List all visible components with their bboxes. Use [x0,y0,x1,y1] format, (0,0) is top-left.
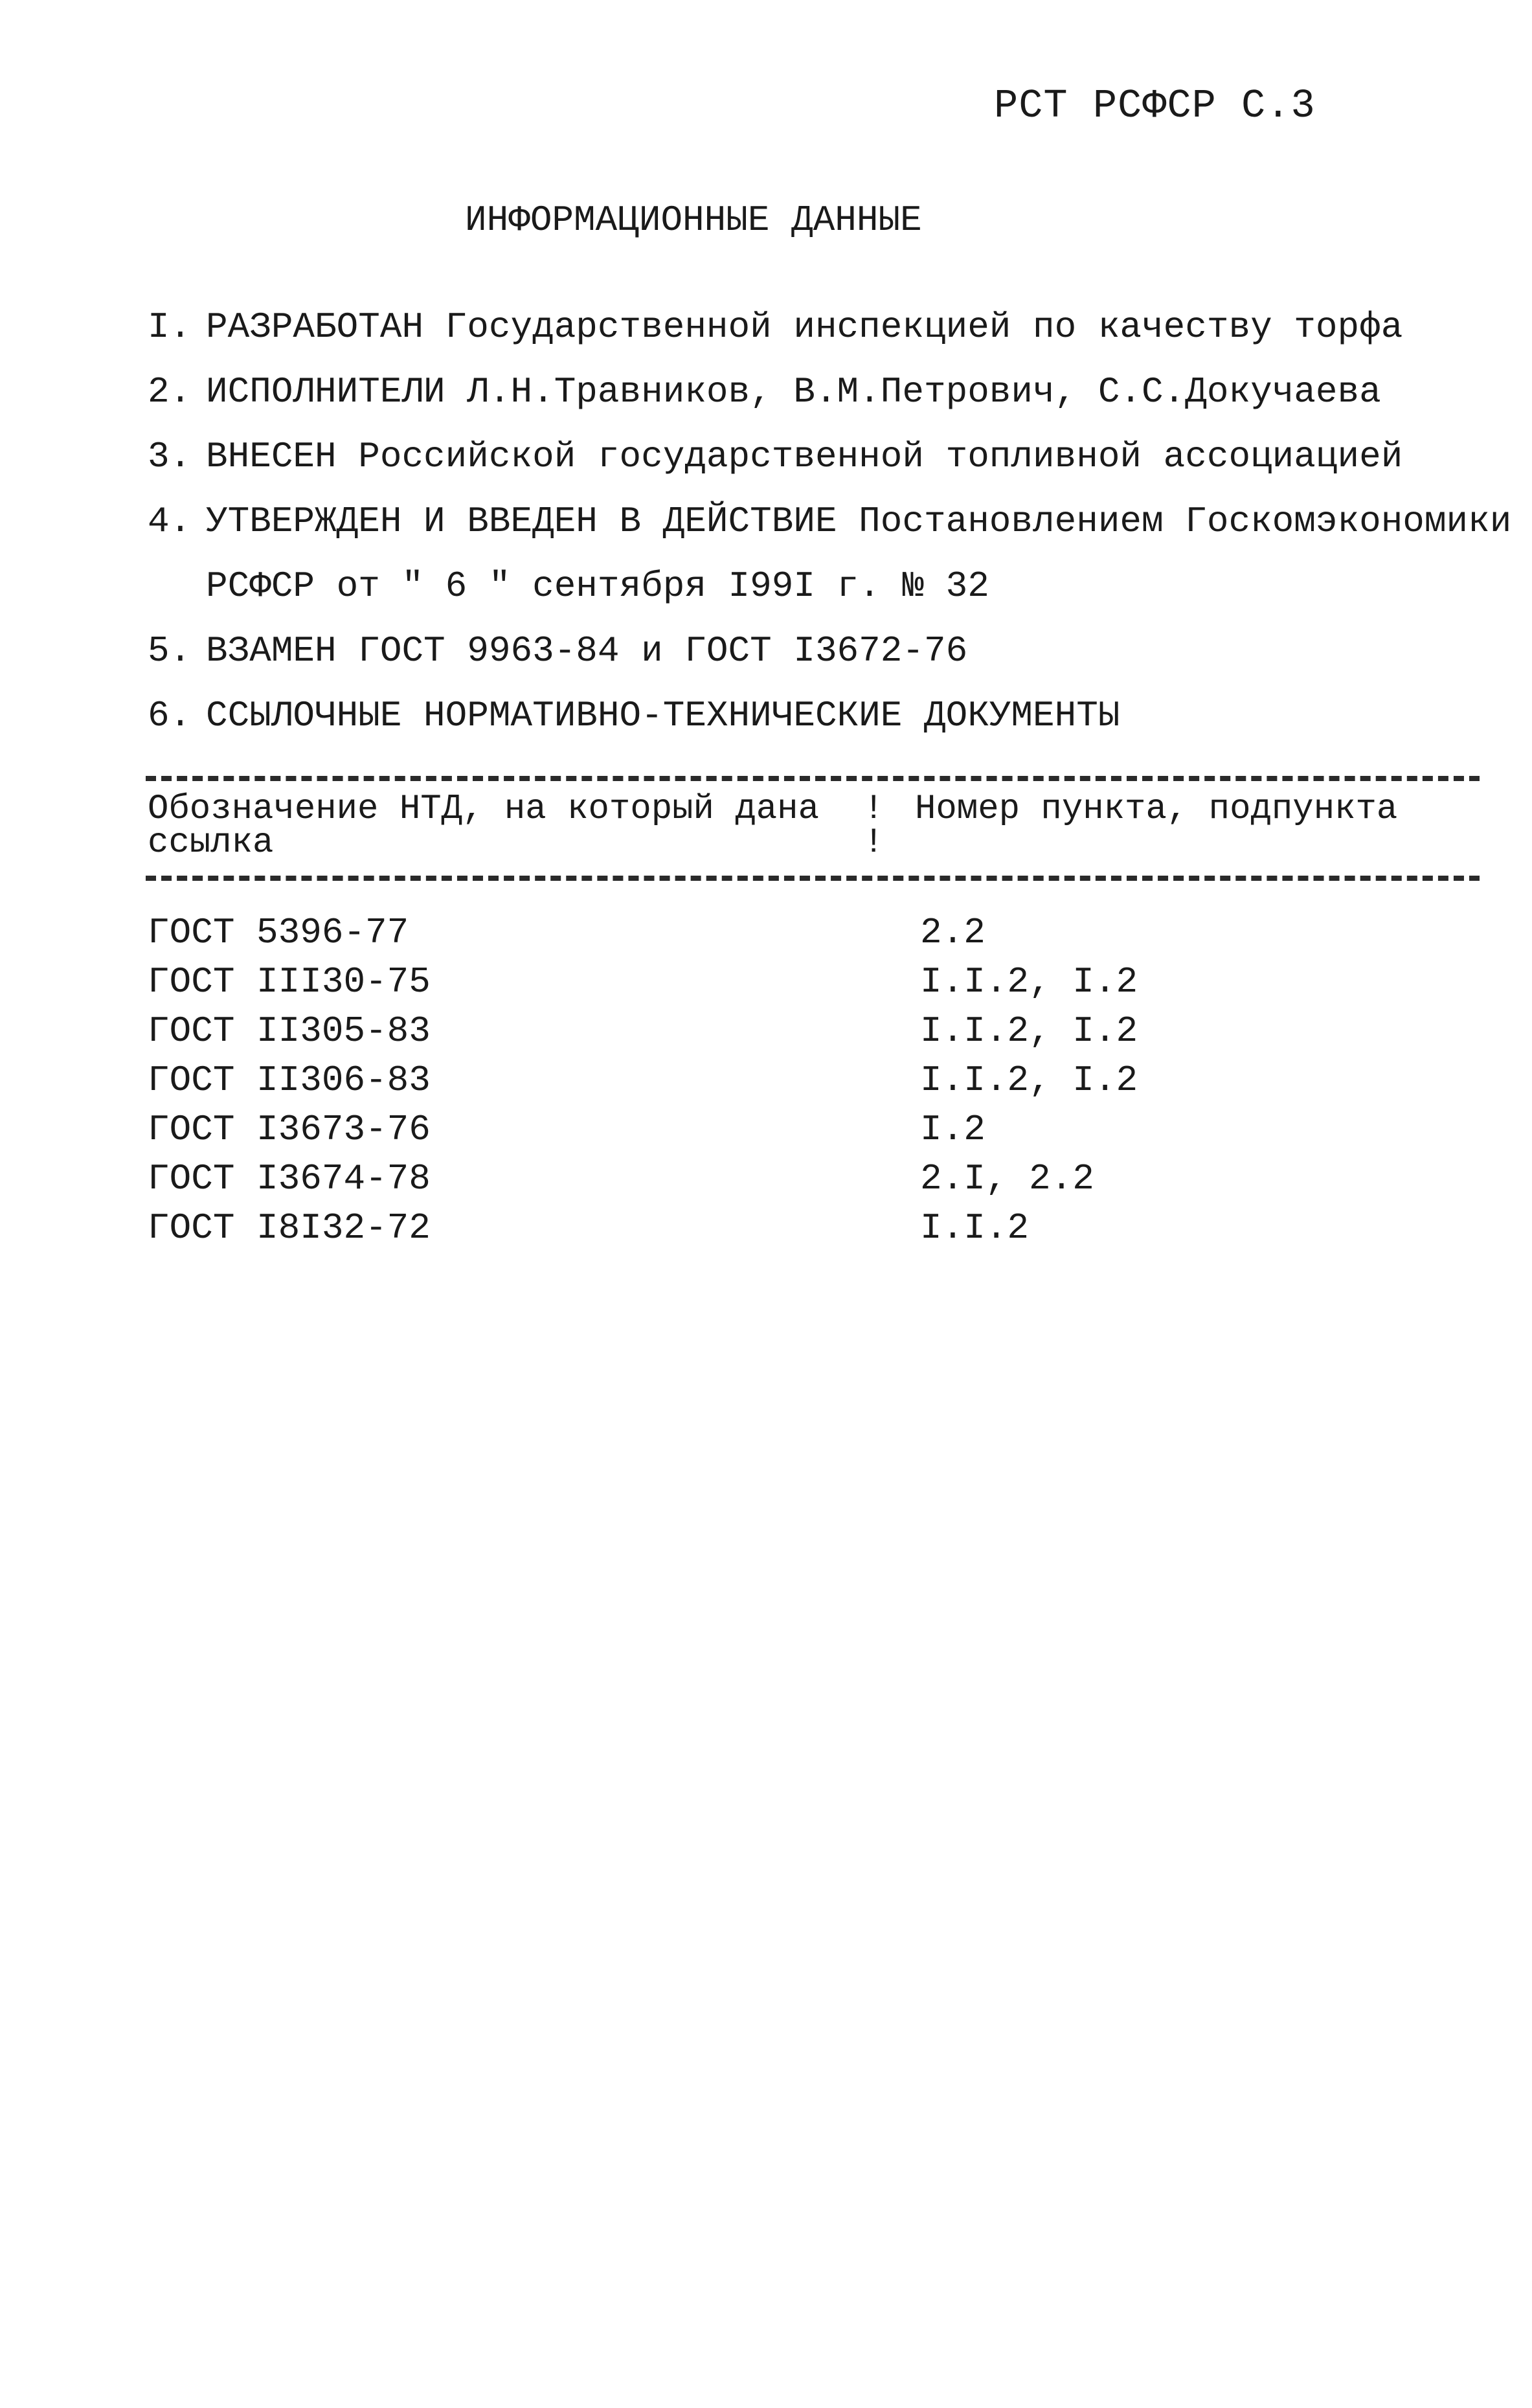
table-row [146,1154,1480,1203]
item-continuation: РСФСР от " 6 " сентября I99I г. № 32 [206,565,989,607]
document-cell: ГОСТ I3673-76 [148,1109,431,1150]
item-number: 5. [148,630,192,672]
item-text: ИСПОЛНИТЕЛИ Л.Н.Травников, В.М.Петрович, С.С.Докучаева [206,371,1381,413]
clause-cell: I.I.2 [920,1207,1030,1249]
clause-cell: I.I.2, I.2 [920,1010,1138,1052]
clause-cell: I.I.2, I.2 [920,1060,1138,1101]
standard-page-code: РСТ РСФСР С.3 [994,83,1316,129]
table-row [146,1105,1480,1154]
info-list [148,295,1512,748]
table-row [146,1056,1480,1105]
column-header-document: Обозначение НТД, на который дана ссылка [148,789,819,863]
item-number: 2. [148,371,192,413]
clause-cell: I.2 [920,1109,986,1150]
info-item-5 [148,619,1507,683]
info-item-1 [148,295,1507,359]
item-number: I. [148,306,192,348]
column-separator: ! ! [863,789,884,863]
clause-cell: 2.2 [920,912,986,953]
item-text: РАЗРАБОТАН Государственной инспекцией по качеству торфа [206,306,1403,348]
table-header-rule [146,876,1480,881]
clause-cell: I.I.2, I.2 [920,961,1138,1003]
page-title: ИНФОРМАЦИОННЫЕ ДАННЫЕ [465,199,922,241]
document-cell: ГОСТ I8I32-72 [148,1207,431,1249]
table-body [146,908,1480,1253]
document-cell: ГОСТ II305-83 [148,1010,431,1052]
info-item-4 [148,489,1512,619]
item-text: ВНЕСЕН Российской государственной топливной ассоциацией [206,436,1403,477]
item-number: 3. [148,436,192,477]
table-row [146,1006,1480,1056]
table-row [146,957,1480,1006]
info-item-6 [148,683,1507,748]
document-cell: ГОСТ 5396-77 [148,912,409,953]
table-header [146,781,1480,876]
document-cell: ГОСТ III30-75 [148,961,431,1003]
item-number: 6. [148,695,192,736]
item-text: ВЗАМЕН ГОСТ 9963-84 и ГОСТ I3672-76 [206,630,968,672]
info-item-3 [148,424,1507,489]
item-text: ССЫЛОЧНЫЕ НОРМАТИВНО-ТЕХНИЧЕСКИЕ ДОКУМЕНТЫ [206,695,1120,736]
column-header-clause: Номер пункта, подпункта [915,789,1398,829]
info-item-2 [148,359,1507,424]
item-text: УТВЕРЖДЕН И ВВЕДЕН В ДЕЙСТВИЕ Постановлением Госкомэкономики [206,501,1512,542]
clause-cell: 2.I, 2.2 [920,1158,1094,1199]
reference-documents-table [146,776,1480,1253]
item-number: 4. [148,501,192,542]
document-cell: ГОСТ II306-83 [148,1060,431,1101]
table-row [146,1203,1480,1253]
document-cell: ГОСТ I3674-78 [148,1158,431,1199]
table-row [146,908,1480,957]
table-top-rule [146,776,1480,781]
